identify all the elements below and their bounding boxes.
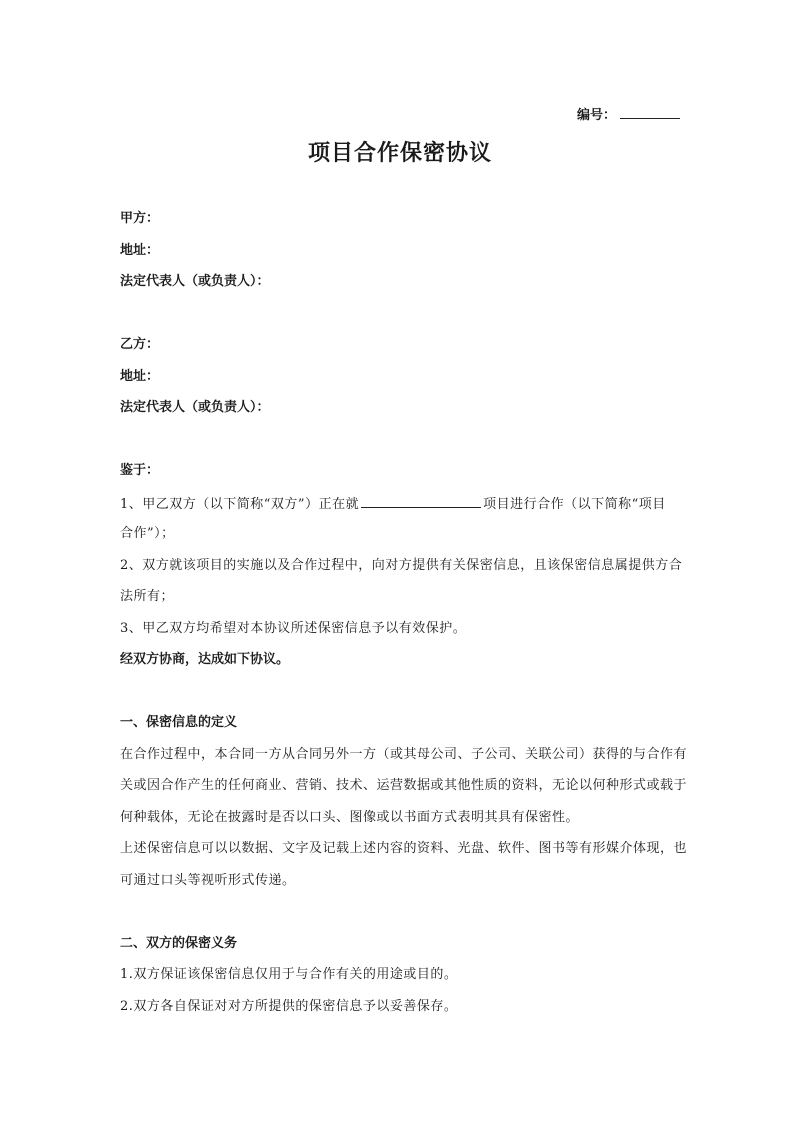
party-a-rep-label: 法定代表人（或负责人）：	[120, 274, 270, 289]
recital-item-1-after: 项目进行合作（以下简称“项目	[483, 497, 666, 512]
party-b-rep-label: 法定代表人（或负责人）：	[120, 400, 270, 415]
recital-item-1-before: 1、甲乙双方（以下简称“双方”）正在就	[120, 497, 360, 512]
recital-item-1-line2: 合作”）；	[120, 526, 175, 541]
party-a-address-label: 地址：	[120, 243, 160, 258]
section-2-item-1: 1.双方保证该保密信息仅用于与合作有关的用途或目的。	[120, 967, 458, 982]
agreement-statement: 经双方协商，达成如下协议。	[120, 652, 290, 667]
section-1-heading: 一、保密信息的定义	[120, 715, 238, 730]
section-1-p1-line2: 关或因合作产生的任何商业、营销、技术、运营数据或其他性质的资料，无论以何种形式或载于	[120, 778, 688, 793]
document-title: 项目合作保密协议	[307, 140, 492, 166]
document-number	[577, 104, 680, 123]
party-b-address-label: 地址：	[120, 369, 160, 384]
section-1-p1-line3: 何种载体，无论在披露时是否以口头、图像或以书面方式表明其具有保密性。	[120, 810, 580, 825]
section-2-heading: 二、双方的保密义务	[120, 936, 238, 951]
section-1-p2-line2: 可通过口头等视听形式传递。	[120, 873, 296, 888]
section-2-item-2: 2.双方各自保证对对方所提供的保密信息予以妥善保存。	[120, 999, 458, 1014]
document-number-blank	[620, 106, 680, 119]
recital-item-1	[120, 494, 680, 514]
document-number-label: 编号：	[576, 108, 616, 123]
recitals-heading: 鉴于：	[120, 463, 160, 478]
recital-item-2-line2: 法所有；	[120, 589, 175, 604]
recital-item-2-line1: 2、双方就该项目的实施以及合作过程中，向对方提供有关保密信息，且该保密信息属提供方合	[120, 558, 683, 573]
recital-item-3: 3、甲乙双方均希望对本协议所述保密信息予以有效保护。	[120, 621, 467, 636]
party-a-name-label: 甲方：	[120, 211, 160, 226]
party-b-name-label: 乙方：	[120, 337, 160, 352]
section-1-p1-line1: 在合作过程中，本合同一方从合同另外一方（或其母公司、子公司、关联公司）获得的与合作有	[120, 747, 688, 762]
section-1-p2-line1: 上述保密信息可以以数据、文字及记载上述内容的资料、光盘、软件、图书等有形媒介体现，也	[120, 841, 688, 856]
project-name-blank	[361, 494, 481, 508]
